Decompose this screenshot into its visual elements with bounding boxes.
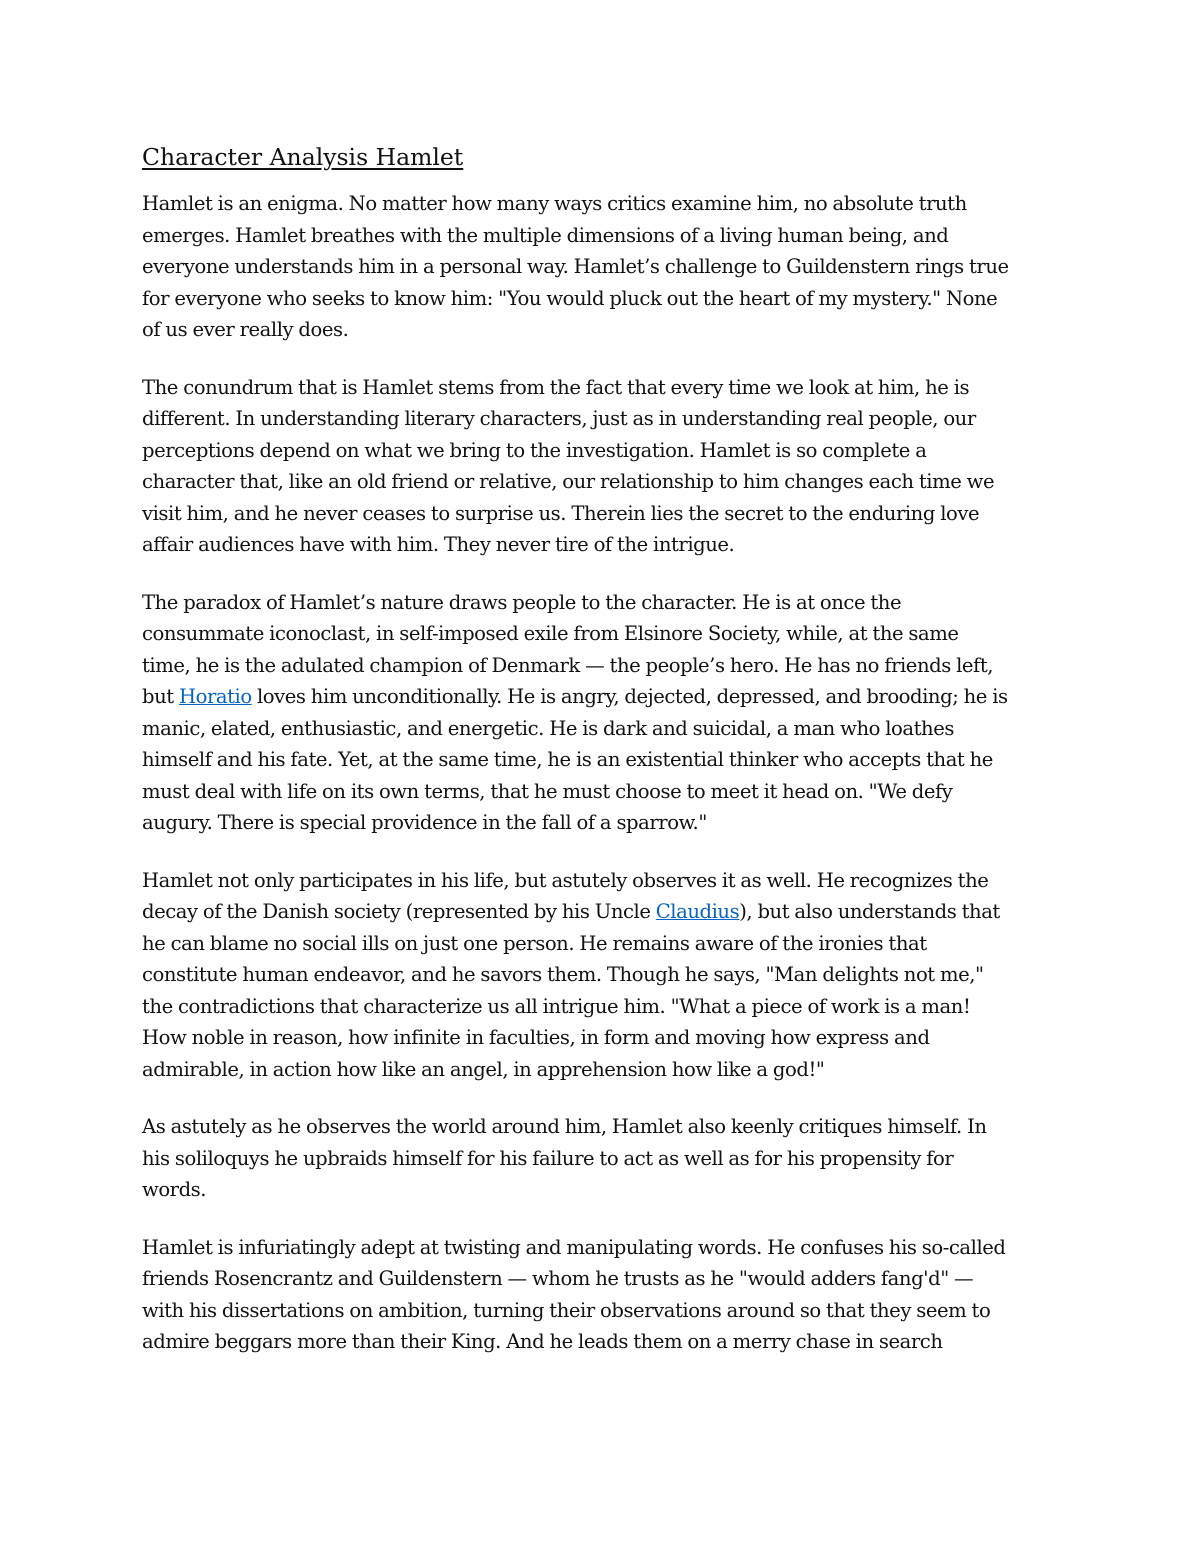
text-line: Hamlet not only participates in his life, but astutely observes it as well. He recognizes the <box>142 868 989 892</box>
text-line: visit him, and he never ceases to surprise us. Therein lies the secret to the enduring love <box>142 501 980 525</box>
text-line: augury. There is special providence in the fall of a sparrow." <box>142 811 707 834</box>
text-line: time, he is the adulated champion of Denmark — the people’s hero. He has no friends left, <box>142 653 994 677</box>
line-text-after-link: loves him unconditionally. He is angry, dejected, depressed, and brooding; he is <box>251 685 1008 708</box>
character-link-horatio[interactable]: Horatio <box>178 685 252 708</box>
paragraph <box>142 372 1072 561</box>
text-line: How noble in reason, how infinite in faculties, in form and moving how express and <box>142 1026 930 1049</box>
text-line: admirable, in action how like an angel, in apprehension how like a god!" <box>142 1057 825 1081</box>
text-line <box>142 896 1072 928</box>
text-line <box>142 681 1072 713</box>
text-line: As astutely as he observes the world around him, Hamlet also keenly critiques himself. In <box>142 1115 987 1138</box>
paragraph <box>142 587 1072 839</box>
text-line: must deal with life on its own terms, that he must choose to meet it head on. "We defy <box>142 779 953 803</box>
text-line: for everyone who seeks to know him: "You would pluck out the heart of my mystery." None <box>142 286 998 310</box>
text-line: different. In understanding literary characters, just as in understanding real people, our <box>142 407 976 430</box>
line-text-after-link: ), but also understands that <box>739 900 1000 923</box>
text-line: The conundrum that is Hamlet stems from the fact that every time we look at him, he is <box>142 375 970 399</box>
paragraph <box>142 865 1072 1086</box>
character-link-claudius[interactable]: Claudius <box>655 900 740 923</box>
text-line: Hamlet is infuriatingly adept at twisting and manipulating words. He confuses his so-called <box>142 1235 1006 1259</box>
paragraph <box>142 1232 1072 1358</box>
line-text-before-link: but <box>142 685 179 708</box>
document-body <box>142 140 1072 1384</box>
paragraph-list <box>142 188 1072 1358</box>
text-line: character that, like an old friend or relative, our relationship to him changes each time we <box>142 470 995 493</box>
text-line: words. <box>142 1178 207 1201</box>
text-line: manic, elated, enthusiastic, and energetic. He is dark and suicidal, a man who loathes <box>142 716 954 740</box>
text-line: consummate iconoclast, in self-imposed exile from Elsinore Society, while, at the same <box>142 622 959 645</box>
text-line: friends Rosencrantz and Guildenstern — whom he trusts as he "would adders fang'd" — <box>142 1267 974 1290</box>
text-line: perceptions depend on what we bring to the investigation. Hamlet is so complete a <box>142 438 927 462</box>
text-line: the contradictions that characterize us all intrigue him. "What a piece of work is a man! <box>142 994 971 1018</box>
line-text-before-link: decay of the Danish society (represented by his Uncle <box>142 900 656 923</box>
text-line: admire beggars more than their King. And he leads them on a merry chase in search <box>142 1330 943 1353</box>
text-line: everyone understands him in a personal way. Hamlet’s challenge to Guildenstern rings true <box>142 255 1009 278</box>
text-line: affair audiences have with him. They never tire of the intrigue. <box>142 533 735 556</box>
text-line: his soliloquys he upbraids himself for his failure to act as well as for his propensity for <box>142 1146 954 1170</box>
text-line: himself and his fate. Yet, at the same time, he is an existential thinker who accepts that he <box>142 748 993 771</box>
text-line: of us ever really does. <box>142 318 349 341</box>
text-line: constitute human endeavor, and he savors them. Though he says, "Man delights not me," <box>142 963 984 986</box>
paragraph <box>142 1111 1072 1206</box>
text-line: with his dissertations on ambition, turning their observations around so that they seem to <box>142 1298 991 1322</box>
text-line: he can blame no social ills on just one person. He remains aware of the ironies that <box>142 931 927 955</box>
paragraph <box>142 188 1072 346</box>
document-title: Character Analysis Hamlet <box>142 143 464 171</box>
text-line: emerges. Hamlet breathes with the multiple dimensions of a living human being, and <box>142 223 949 247</box>
text-line: Hamlet is an enigma. No matter how many ways critics examine him, no absolute truth <box>142 192 967 215</box>
text-line: The paradox of Hamlet’s nature draws people to the character. He is at once the <box>142 590 902 614</box>
